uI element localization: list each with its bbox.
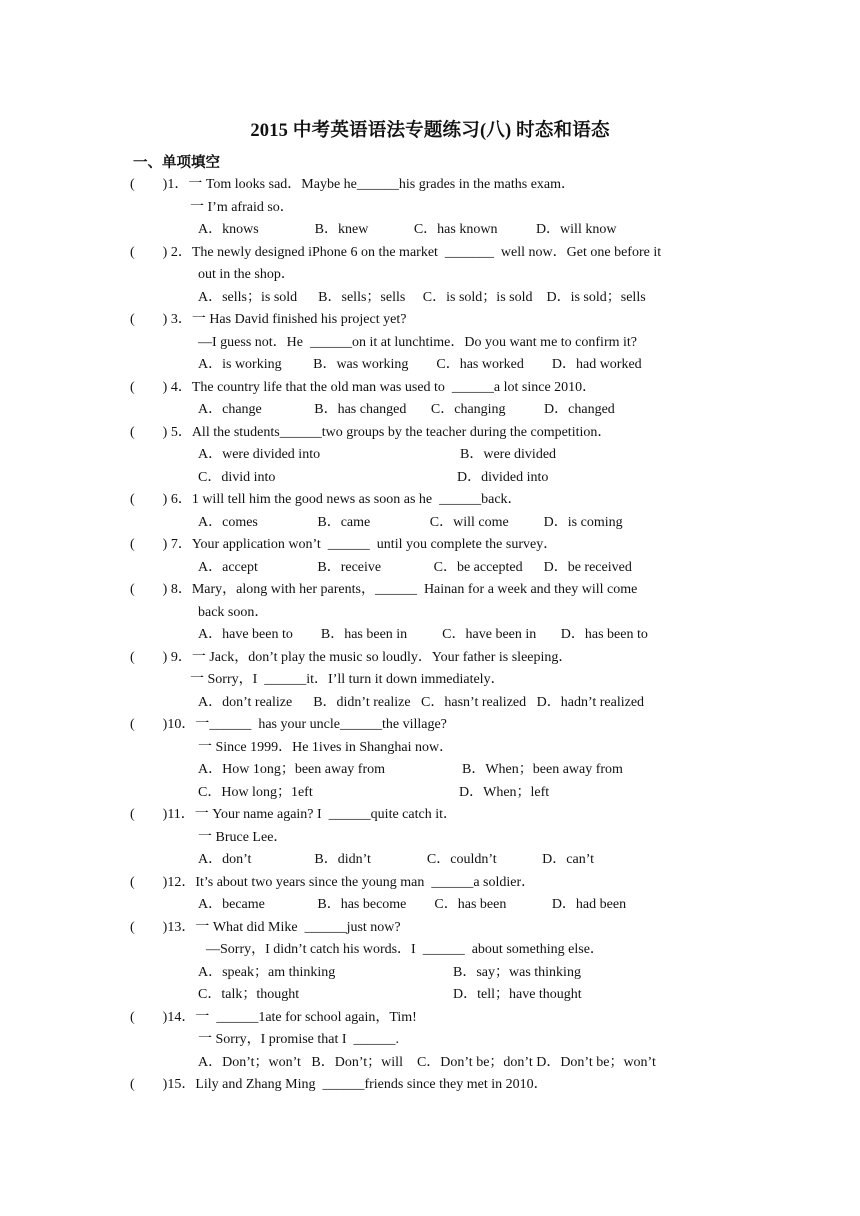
question-3-options: A．is working B．was working C．has worked D．had worked	[198, 357, 642, 372]
question-1-options: A．knows B．knew C．has known D．will know	[198, 222, 617, 237]
question-2-continued: out in the shop．	[198, 267, 295, 282]
page-title: 2015 中考英语语法专题练习(八) 时态和语态	[250, 121, 610, 141]
question-3: ( ) 3．一 Has David finished his project yet?	[130, 312, 407, 327]
question-9: ( ) 9．一 Jack，don’t play the music so loudly．Your father is sleeping．	[130, 650, 573, 665]
question-11-dialog: 一 Bruce Lee．	[198, 830, 288, 845]
question-4-options: A．change B．has changed C．changing D．changed	[198, 402, 615, 417]
question-10-dialog: 一 Since 1999．He 1ives in Shanghai now．	[198, 740, 454, 755]
question-14: ( )14．一 ______1ate for school again，Tim!	[130, 1010, 417, 1025]
question-5-option-d: D．divided into	[457, 470, 549, 485]
question-2: ( ) 2．The newly designed iPhone 6 on the market _______ well now．Get one before it	[130, 245, 662, 260]
question-13: ( )13．一 What did Mike ______just now?	[130, 920, 401, 935]
question-13-option-c: C．talk；thought	[198, 987, 300, 1002]
question-8: ( ) 8．Mary，along with her parents，______ Hainan for a week and they will come	[130, 582, 638, 597]
question-8-options: A．have been to B．has been in C．have been in D．has been to	[198, 627, 648, 642]
question-12-options: A．became B．has become C．has been D．had been	[198, 897, 627, 912]
question-13-dialog: —Sorry，I didn’t catch his words．I ______ about something else．	[206, 942, 604, 957]
question-8-continued: back soon．	[198, 605, 269, 620]
question-13-option-b: B．say；was thinking	[453, 965, 581, 980]
question-15: ( )15．Lily and Zhang Ming ______friends since they met in 2010．	[130, 1077, 548, 1092]
question-6-options: A．comes B．came C．will come D．is coming	[198, 515, 623, 530]
question-6: ( ) 6．1 will tell him the good news as soon as he ______back．	[130, 492, 522, 507]
question-14-options: A．Don’t；won’t B．Don’t；will C．Don’t be；don’t D．Don’t be；won’t	[198, 1055, 656, 1070]
question-10-option-b: B．When；been away from	[462, 762, 623, 777]
question-5-option-c: C．divid into	[198, 470, 276, 485]
question-10-option-d: D．When；left	[459, 785, 550, 800]
question-10-option-a: A．How 1ong；been away from	[198, 762, 386, 777]
question-1: ( )1．一 Tom looks sad．Maybe he______his grades in the maths exam．	[130, 177, 576, 192]
question-11: ( )11．一 Your name again? I ______quite catch it．	[130, 807, 457, 822]
question-10: ( )10．一______ has your uncle______the village?	[130, 717, 447, 732]
question-9-dialog: 一 Sorry，I ______it．I’ll turn it down immediately．	[190, 672, 505, 687]
question-10-option-c: C．How long；1eft	[198, 785, 313, 800]
question-5-option-b: B．were divided	[460, 447, 557, 462]
question-9-options: A．don’t realize B．didn’t realize C．hasn’t realized D．hadn’t realized	[198, 695, 645, 710]
question-7: ( ) 7．Your application won’t ______ until you complete the survey．	[130, 537, 558, 552]
question-11-options: A．don’t B．didn’t C．couldn’t D．can’t	[198, 852, 595, 867]
question-13-option-d: D．tell；have thought	[453, 987, 582, 1002]
question-3-dialog: —I guess not．He ______on it at lunchtime．Do you want me to confirm it?	[198, 335, 637, 350]
question-1-dialog: 一 I’m afraid so．	[190, 200, 294, 215]
question-13-option-a: A．speak；am thinking	[198, 965, 336, 980]
question-14-dialog: 一 Sorry，I promise that I ______.	[198, 1032, 400, 1047]
question-2-options: A．sells；is sold B．sells；sells C．is sold；is sold D．is sold；sells	[198, 290, 646, 305]
question-12: ( )12．It’s about two years since the young man ______a soldier．	[130, 875, 536, 890]
question-7-options: A．accept B．receive C．be accepted D．be received	[198, 560, 632, 575]
question-5-option-a: A．were divided into	[198, 447, 321, 462]
question-5: ( ) 5．All the students______two groups by the teacher during the competition．	[130, 425, 612, 440]
question-4: ( ) 4．The country life that the old man was used to ______a lot since 2010．	[130, 380, 597, 395]
section-heading: 一、单项填空	[133, 155, 220, 171]
